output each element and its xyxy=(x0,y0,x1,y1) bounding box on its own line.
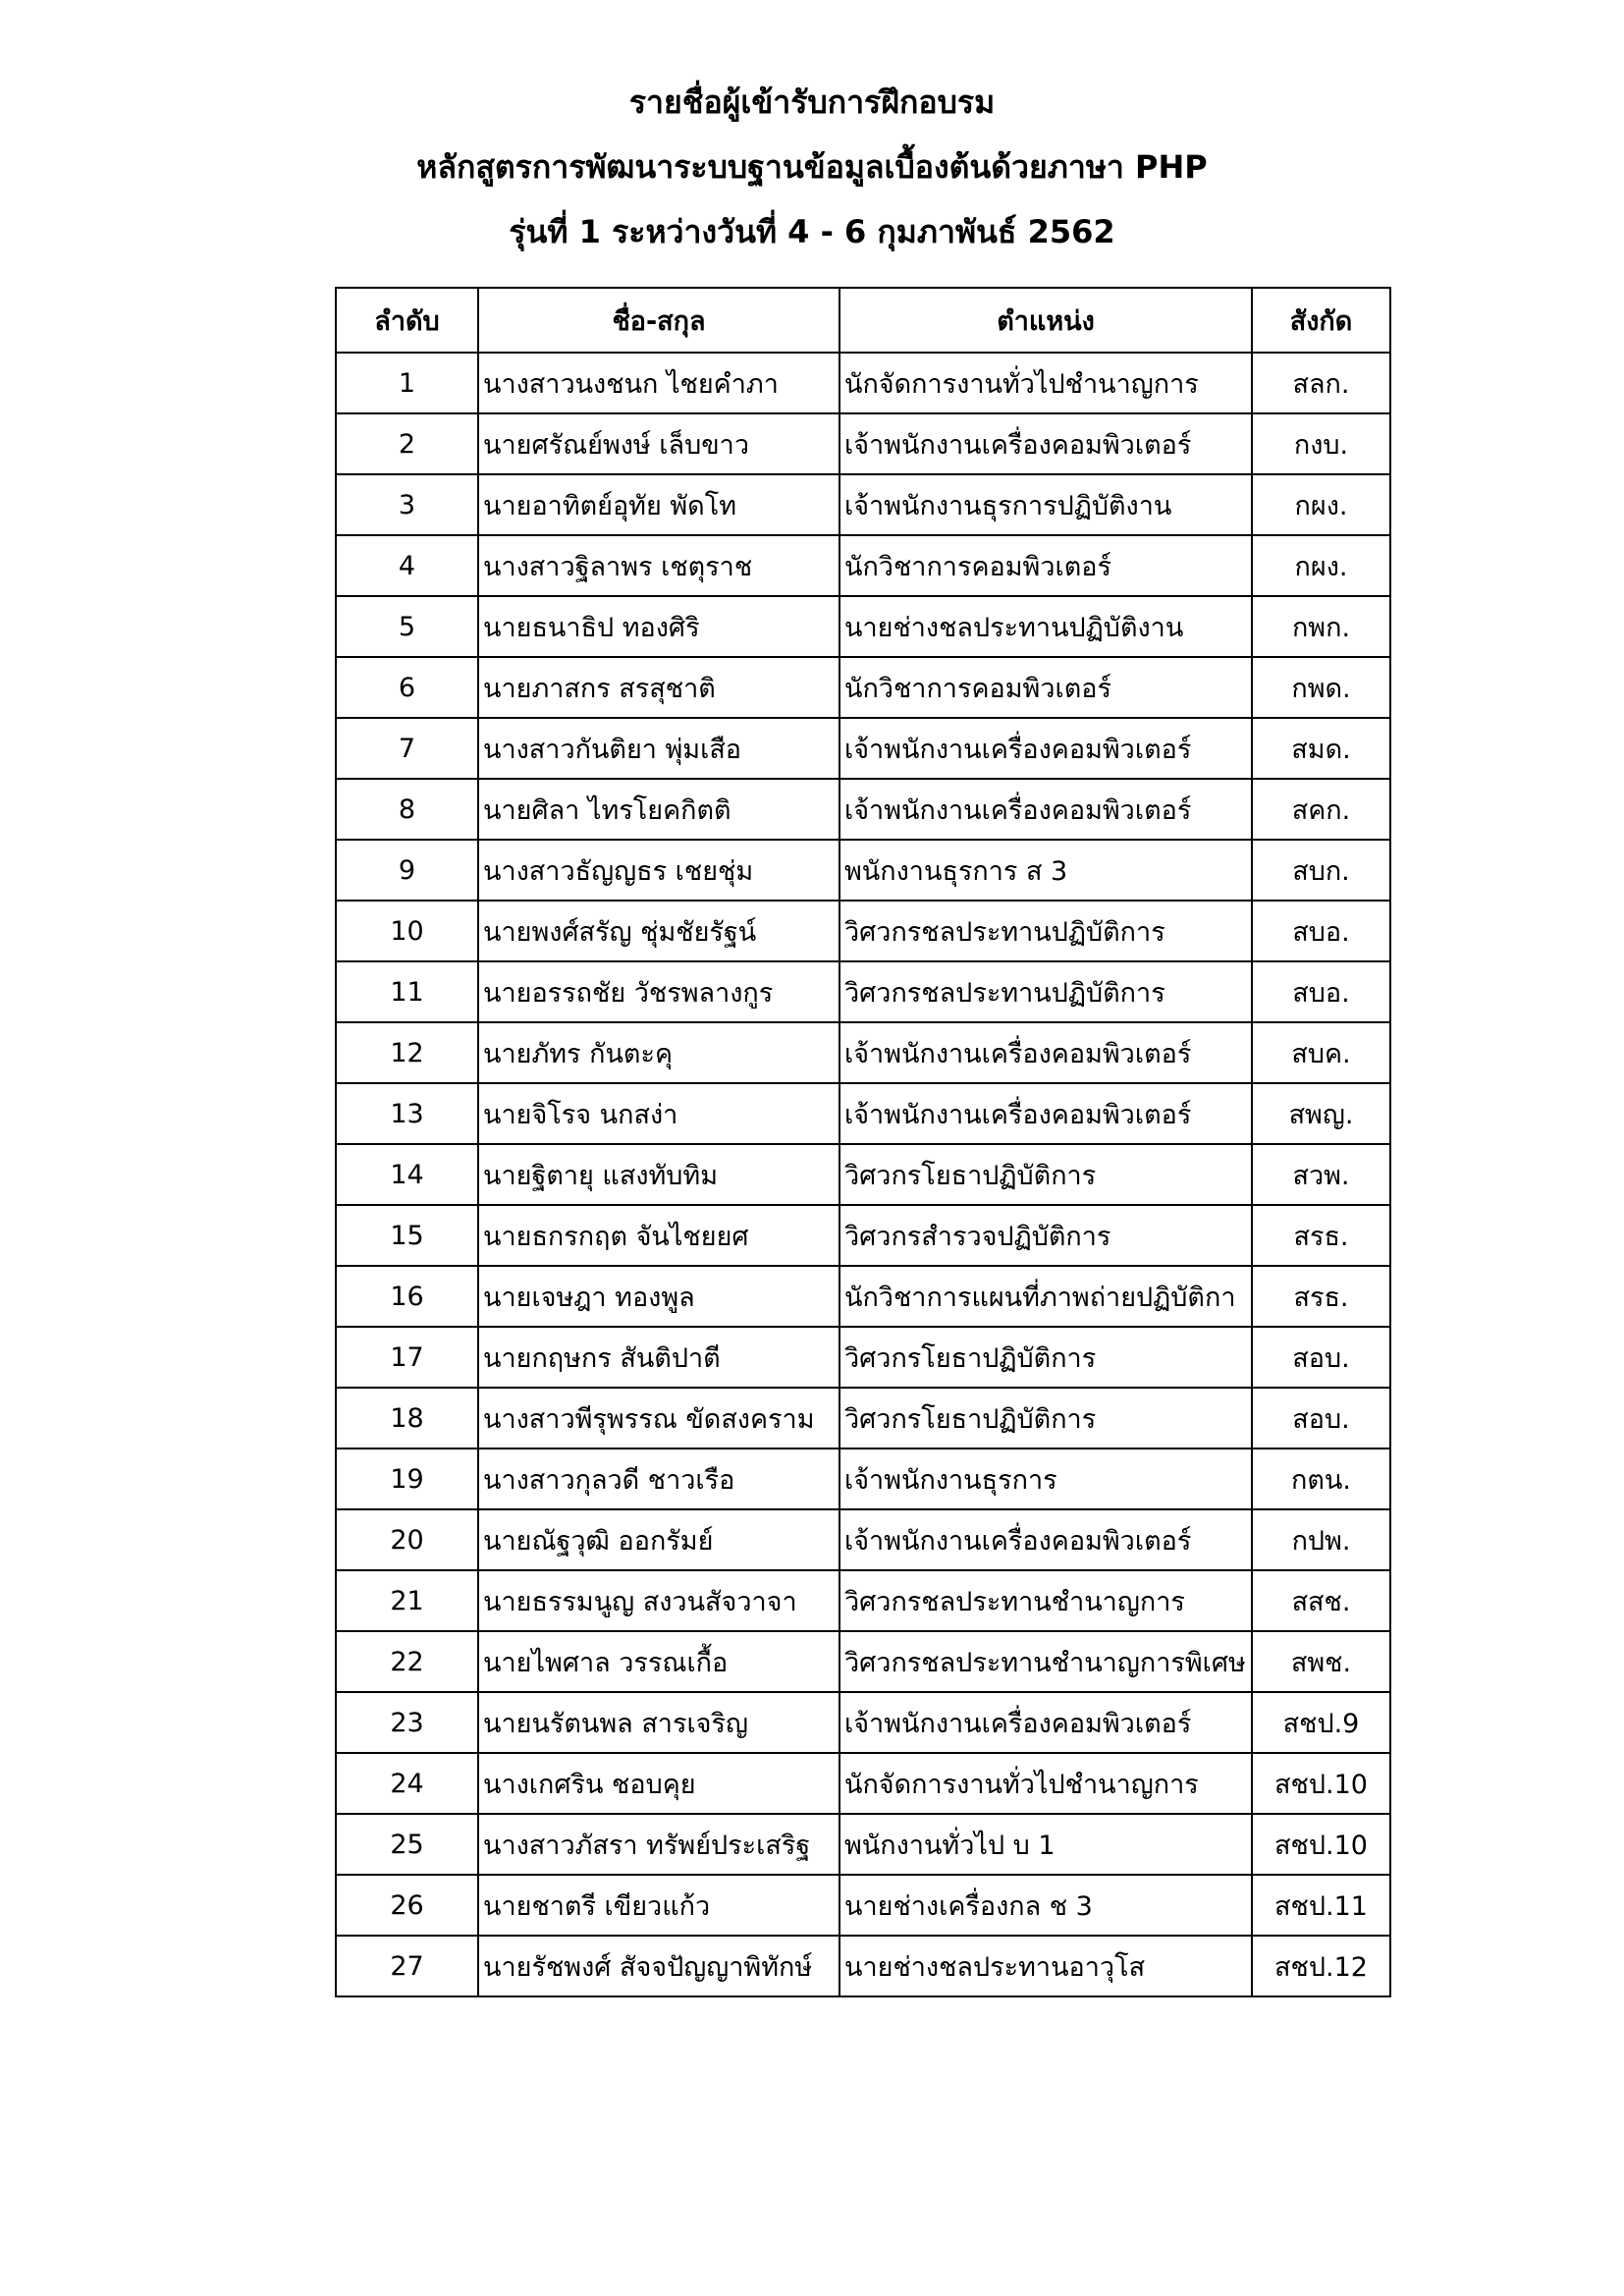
cell-name: นางสาวนงชนก ไชยคำภา xyxy=(478,353,839,413)
header-name: ชื่อ-สกุล xyxy=(478,288,839,353)
cell-name: นายกฤษกร สันติปาตี xyxy=(478,1327,839,1388)
cell-order: 13 xyxy=(336,1083,478,1144)
cell-order: 17 xyxy=(336,1327,478,1388)
table-row xyxy=(336,1509,1390,1570)
cell-unit: สรธ. xyxy=(1252,1266,1390,1327)
cell-position: นักวิชาการแผนที่ภาพถ่ายปฏิบัติกา xyxy=(839,1266,1252,1327)
cell-order: 15 xyxy=(336,1205,478,1266)
table-row xyxy=(336,1449,1390,1509)
cell-name: นายธรรมนูญ สงวนสัจวาจา xyxy=(478,1570,839,1631)
cell-order: 3 xyxy=(336,474,478,535)
cell-unit: กพด. xyxy=(1252,657,1390,718)
header-order: ลำดับ xyxy=(336,288,478,353)
cell-unit: กผง. xyxy=(1252,535,1390,596)
cell-name: นางเกศริน ชอบคุย xyxy=(478,1753,839,1814)
cell-unit: สอบ. xyxy=(1252,1388,1390,1449)
cell-position: เจ้าพนักงานเครื่องคอมพิวเตอร์ xyxy=(839,779,1252,840)
cell-unit: สรธ. xyxy=(1252,1205,1390,1266)
cell-order: 10 xyxy=(336,901,478,961)
cell-name: นายธนาธิป ทองศิริ xyxy=(478,596,839,657)
cell-unit: สบอ. xyxy=(1252,901,1390,961)
table-row xyxy=(336,779,1390,840)
title-line-1: รายชื่อผู้เข้ารับการฝึกอบรม xyxy=(628,83,996,121)
cell-unit: สวพ. xyxy=(1252,1144,1390,1205)
table-row xyxy=(336,1144,1390,1205)
cell-order: 6 xyxy=(336,657,478,718)
cell-name: นายศิลา ไทรโยคกิตติ xyxy=(478,779,839,840)
cell-unit: สบค. xyxy=(1252,1022,1390,1083)
table-row xyxy=(336,961,1390,1022)
cell-name: นางสาวฐิลาพร เชตุราช xyxy=(478,535,839,596)
cell-name: นายจิโรจ นกสง่า xyxy=(478,1083,839,1144)
table-row xyxy=(336,535,1390,596)
cell-unit: สพญ. xyxy=(1252,1083,1390,1144)
table-row xyxy=(336,1814,1390,1875)
table-header-row xyxy=(336,288,1390,353)
cell-unit: สสช. xyxy=(1252,1570,1390,1631)
cell-position: พนักงานทั่วไป บ 1 xyxy=(839,1814,1252,1875)
cell-name: นางสาวพีรุพรรณ ขัดสงคราม xyxy=(478,1388,839,1449)
cell-unit: สบอ. xyxy=(1252,961,1390,1022)
cell-name: นายภัทร กันตะคุ xyxy=(478,1022,839,1083)
cell-position: เจ้าพนักงานธุรการปฏิบัติงาน xyxy=(839,474,1252,535)
table-row xyxy=(336,1570,1390,1631)
table-row xyxy=(336,413,1390,474)
cell-unit: สชป.9 xyxy=(1252,1692,1390,1753)
cell-position: พนักงานธุรการ ส 3 xyxy=(839,840,1252,901)
cell-unit: สคก. xyxy=(1252,779,1390,840)
cell-name: นายนรัตนพล สารเจริญ xyxy=(478,1692,839,1753)
cell-position: เจ้าพนักงานเครื่องคอมพิวเตอร์ xyxy=(839,1022,1252,1083)
cell-name: นายฐิตายุ แสงทับทิม xyxy=(478,1144,839,1205)
participant-table xyxy=(335,287,1391,1997)
cell-position: นายช่างชลประทานอาวุโส xyxy=(839,1936,1252,1996)
cell-order: 24 xyxy=(336,1753,478,1814)
table-row xyxy=(336,1875,1390,1936)
cell-name: นายชาตรี เขียวแก้ว xyxy=(478,1875,839,1936)
header-position: ตำแหน่ง xyxy=(839,288,1252,353)
cell-order: 22 xyxy=(336,1631,478,1692)
table-body xyxy=(336,353,1390,1996)
cell-position: เจ้าพนักงานเครื่องคอมพิวเตอร์ xyxy=(839,718,1252,779)
cell-unit: สชป.11 xyxy=(1252,1875,1390,1936)
cell-order: 18 xyxy=(336,1388,478,1449)
cell-order: 7 xyxy=(336,718,478,779)
title-line-3: รุ่นที่ 1 ระหว่างวันที่ 4 - 6 กุมภาพันธ์ 2562 xyxy=(509,213,1115,250)
cell-order: 12 xyxy=(336,1022,478,1083)
cell-unit: กพก. xyxy=(1252,596,1390,657)
cell-order: 14 xyxy=(336,1144,478,1205)
cell-position: เจ้าพนักงานธุรการ xyxy=(839,1449,1252,1509)
cell-unit: สพช. xyxy=(1252,1631,1390,1692)
cell-unit: กงบ. xyxy=(1252,413,1390,474)
cell-order: 19 xyxy=(336,1449,478,1509)
cell-position: นายช่างชลประทานปฏิบัติงาน xyxy=(839,596,1252,657)
cell-name: นายอรรถชัย วัชรพลางกูร xyxy=(478,961,839,1022)
table-row xyxy=(336,1083,1390,1144)
cell-name: นายธกรกฤต จันไชยยศ xyxy=(478,1205,839,1266)
cell-position: วิศวกรชลประทานชำนาญการพิเศษ xyxy=(839,1631,1252,1692)
table-row xyxy=(336,840,1390,901)
table-row xyxy=(336,1753,1390,1814)
cell-name: นายศรัณย์พงษ์ เล็บขาว xyxy=(478,413,839,474)
cell-order: 16 xyxy=(336,1266,478,1327)
cell-name: นายอาทิตย์อุทัย พัดโท xyxy=(478,474,839,535)
table-row xyxy=(336,1936,1390,1996)
cell-name: นายเจษฎา ทองพูล xyxy=(478,1266,839,1327)
table-row xyxy=(336,1631,1390,1692)
title-line-2: หลักสูตรการพัฒนาระบบฐานข้อมูลเบื้องต้นด้วยภาษา PHP xyxy=(416,148,1208,186)
cell-order: 9 xyxy=(336,840,478,901)
cell-position: เจ้าพนักงานเครื่องคอมพิวเตอร์ xyxy=(839,1083,1252,1144)
table-row xyxy=(336,1388,1390,1449)
cell-order: 4 xyxy=(336,535,478,596)
cell-position: นายช่างเครื่องกล ช 3 xyxy=(839,1875,1252,1936)
cell-position: วิศวกรโยธาปฏิบัติการ xyxy=(839,1388,1252,1449)
table-row xyxy=(336,1022,1390,1083)
cell-name: นางสาวธัญญธร เชยชุ่ม xyxy=(478,840,839,901)
cell-position: นักวิชาการคอมพิวเตอร์ xyxy=(839,657,1252,718)
cell-position: วิศวกรสำรวจปฏิบัติการ xyxy=(839,1205,1252,1266)
header-unit: สังกัด xyxy=(1252,288,1390,353)
cell-unit: กตน. xyxy=(1252,1449,1390,1509)
cell-order: 1 xyxy=(336,353,478,413)
cell-position: วิศวกรโยธาปฏิบัติการ xyxy=(839,1327,1252,1388)
cell-order: 11 xyxy=(336,961,478,1022)
cell-name: นางสาวกันติยา พุ่มเสือ xyxy=(478,718,839,779)
cell-position: เจ้าพนักงานเครื่องคอมพิวเตอร์ xyxy=(839,1692,1252,1753)
table-row xyxy=(336,474,1390,535)
document-title xyxy=(0,81,1624,275)
cell-name: นายภาสกร สรสุชาติ xyxy=(478,657,839,718)
table-row xyxy=(336,901,1390,961)
table-row xyxy=(336,1266,1390,1327)
cell-position: นักจัดการงานทั่วไปชำนาญการ xyxy=(839,1753,1252,1814)
cell-name: นายรัชพงศ์ สัจจปัญญาพิทักษ์ xyxy=(478,1936,839,1996)
cell-unit: สอบ. xyxy=(1252,1327,1390,1388)
cell-name: นายพงศ์สรัญ ชุ่มชัยรัฐน์ xyxy=(478,901,839,961)
cell-unit: สชป.10 xyxy=(1252,1753,1390,1814)
cell-order: 26 xyxy=(336,1875,478,1936)
cell-position: วิศวกรชลประทานปฏิบัติการ xyxy=(839,901,1252,961)
table-row xyxy=(336,1692,1390,1753)
cell-position: วิศวกรโยธาปฏิบัติการ xyxy=(839,1144,1252,1205)
table-row xyxy=(336,1205,1390,1266)
cell-position: นักจัดการงานทั่วไปชำนาญการ xyxy=(839,353,1252,413)
cell-unit: สชป.12 xyxy=(1252,1936,1390,1996)
cell-order: 8 xyxy=(336,779,478,840)
cell-position: เจ้าพนักงานเครื่องคอมพิวเตอร์ xyxy=(839,1509,1252,1570)
table-row xyxy=(336,657,1390,718)
cell-name: นายณัฐวุฒิ ออกรัมย์ xyxy=(478,1509,839,1570)
cell-unit: สชป.10 xyxy=(1252,1814,1390,1875)
cell-name: นางสาวภัสรา ทรัพย์ประเสริฐ xyxy=(478,1814,839,1875)
cell-unit: สมด. xyxy=(1252,718,1390,779)
cell-unit: กผง. xyxy=(1252,474,1390,535)
table-row xyxy=(336,353,1390,413)
cell-order: 20 xyxy=(336,1509,478,1570)
cell-order: 21 xyxy=(336,1570,478,1631)
cell-unit: สลก. xyxy=(1252,353,1390,413)
cell-order: 25 xyxy=(336,1814,478,1875)
cell-unit: สบก. xyxy=(1252,840,1390,901)
cell-order: 5 xyxy=(336,596,478,657)
cell-position: วิศวกรชลประทานชำนาญการ xyxy=(839,1570,1252,1631)
cell-position: วิศวกรชลประทานปฏิบัติการ xyxy=(839,961,1252,1022)
cell-order: 2 xyxy=(336,413,478,474)
table-row xyxy=(336,1327,1390,1388)
table-row xyxy=(336,718,1390,779)
cell-name: นางสาวกุลวดี ชาวเรือ xyxy=(478,1449,839,1509)
cell-position: เจ้าพนักงานเครื่องคอมพิวเตอร์ xyxy=(839,413,1252,474)
cell-name: นายไพศาล วรรณเกื้อ xyxy=(478,1631,839,1692)
cell-unit: กปพ. xyxy=(1252,1509,1390,1570)
cell-position: นักวิชาการคอมพิวเตอร์ xyxy=(839,535,1252,596)
cell-order: 23 xyxy=(336,1692,478,1753)
table-row xyxy=(336,596,1390,657)
cell-order: 27 xyxy=(336,1936,478,1996)
